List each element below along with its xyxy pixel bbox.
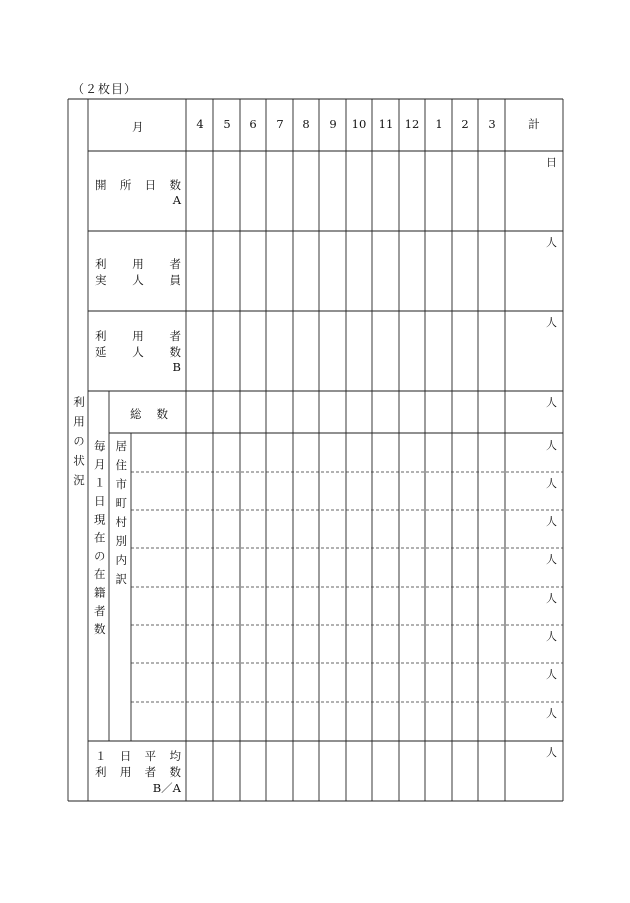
municipality-unit-8: 人 (546, 707, 557, 720)
month-header-9: 9 (329, 117, 337, 131)
actual-users-label-line2: 実 人 員 (95, 273, 181, 287)
actual-users-unit: 人 (546, 236, 557, 249)
month-header-8: 8 (302, 117, 310, 131)
total-users-label-line1: 利 用 者 (95, 329, 181, 343)
month-header-10: 10 (351, 117, 367, 131)
month-header-11: 11 (378, 117, 394, 131)
month-header-2: 2 (461, 117, 469, 131)
total-header: 計 (528, 117, 540, 131)
sheet-label: （２枚目） (72, 82, 138, 96)
enrolled-monthly-label: 毎月１日現在の在籍者数 (92, 440, 107, 642)
municipality-unit-1: 人 (546, 439, 557, 452)
enrolled-total-label: 総 数 (130, 407, 168, 421)
month-header-label: 月 (132, 120, 144, 134)
open-days-label-a: A (172, 193, 181, 207)
month-header-12: 12 (404, 117, 420, 131)
daily-avg-label-ba: B／A (152, 781, 181, 795)
municipality-unit-2: 人 (546, 477, 557, 490)
month-header-7: 7 (276, 117, 284, 131)
usage-status-label: 利用の状況 (72, 396, 86, 494)
total-users-unit: 人 (546, 316, 557, 329)
municipality-unit-6: 人 (546, 630, 557, 643)
municipality-unit-5: 人 (546, 592, 557, 605)
municipality-unit-3: 人 (546, 515, 557, 528)
month-header-4: 4 (196, 117, 204, 131)
total-users-label-b: B (172, 360, 181, 374)
total-users-label-line2: 延 人 数 (95, 345, 181, 359)
month-header-6: 6 (249, 117, 257, 131)
enrolled-total-unit: 人 (546, 396, 557, 409)
open-days-unit: 日 (546, 156, 557, 169)
daily-avg-label-line2: 利 用 者 数 (95, 765, 181, 779)
open-days-label: 開 所 日 数 (95, 178, 181, 192)
by-municipality-label: 居住市町村別内訳 (114, 440, 129, 592)
month-header-1: 1 (435, 117, 443, 131)
daily-avg-label-line1: １ 日 平 均 (95, 749, 181, 763)
month-header-3: 3 (488, 117, 496, 131)
municipality-unit-4: 人 (546, 553, 557, 566)
daily-avg-unit: 人 (546, 746, 557, 759)
municipality-unit-7: 人 (546, 668, 557, 681)
month-header-5: 5 (223, 117, 231, 131)
actual-users-label-line1: 利 用 者 (95, 257, 181, 271)
